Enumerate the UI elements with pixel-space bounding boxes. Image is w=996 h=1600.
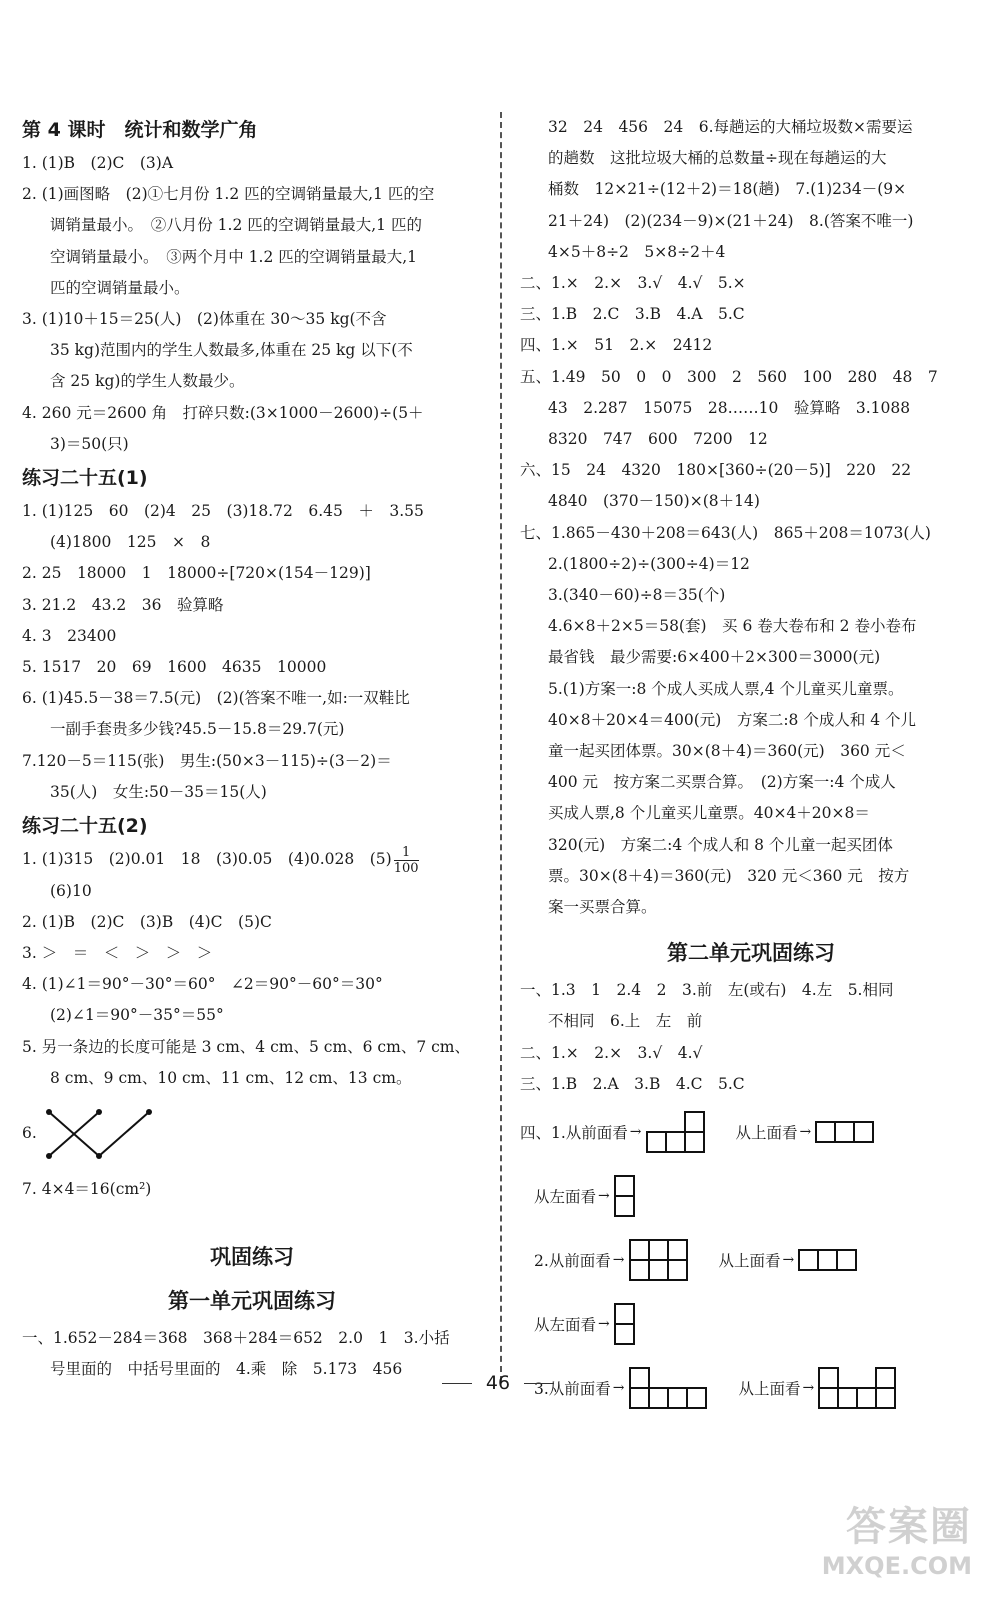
answer-line: 4. 3 23400 — [22, 626, 117, 645]
arrow-icon: → — [782, 1252, 795, 1269]
answer-continuation: 不相同 6.上 左 前 — [548, 1012, 703, 1031]
section-title: 第二单元巩固练习 — [667, 941, 835, 966]
front-view-shape — [629, 1238, 689, 1282]
answer-continuation: (6)10 — [50, 881, 92, 900]
answer-continuation: 21＋24) (2)(234－9)×(21＋24) 8.(答案不唯一) — [548, 211, 914, 230]
answer-continuation: 32 24 456 24 6.每趟运的大桶垃圾数×需要运 — [548, 118, 913, 136]
answer-line: 二、1.× 2.× 3.√ 4.√ 5.× — [520, 274, 746, 293]
answer-continuation: (4)1800 125 × 8 — [50, 533, 211, 552]
view-row — [520, 1164, 982, 1228]
answer-line: 2. 25 18000 1 18000÷[720×(154－129)] — [22, 564, 371, 583]
answer-continuation: 匹的空调销量最小。 — [50, 278, 190, 297]
answer-line: 1. (1)125 60 (2)4 25 (3)18.72 6.45 ＋ 3.55 — [22, 502, 424, 521]
answer-line: 4. 260 元＝2600 角 打碎只数:(3×1000－2600)÷(5＋ — [22, 403, 424, 422]
watermark — [822, 1495, 972, 1580]
answer-line: 7.120－5＝115(张) 男生:(50×3－115)÷(3－2)＝ — [22, 751, 392, 770]
answer-continuation: 票。30×(8＋4)＝360(元) 320 元＜360 元 按方 — [548, 866, 910, 885]
answer-continuation: 3.(340－60)÷8＝35(个) — [548, 586, 726, 605]
answer-continuation: 43 2.287 15075 28……10 验算略 3.1088 — [548, 398, 911, 417]
answer-continuation: 2.(1800÷2)÷(300÷4)＝12 — [548, 554, 750, 573]
page-number — [0, 1372, 996, 1397]
answer-line: 1. (1)B (2)C (3)A — [22, 154, 174, 172]
column-divider — [500, 112, 502, 1382]
answer-line: 5. 另一条边的长度可能是 3 cm、4 cm、5 cm、6 cm、7 cm、 — [22, 1037, 470, 1056]
arrow-icon: → — [802, 1380, 815, 1397]
answer-continuation: 案一买票合算。 — [548, 898, 657, 917]
answer-continuation: 4840 (370－150)×(8＋14) — [548, 492, 760, 511]
view-row — [520, 1228, 982, 1292]
answer-continuation: 最省钱 最少需要:6×400＋2×300＝3000(元) — [548, 648, 881, 667]
top-view-shape — [798, 1248, 858, 1272]
front-view-shape — [646, 1110, 706, 1154]
fraction-denominator: 100 — [393, 860, 419, 876]
section-heading: 练习二十五(1) — [22, 467, 148, 490]
answer-line: 2. (1)画图略 (2)①七月份 1.2 匹的空调销量最大,1 匹的空 — [22, 185, 435, 204]
answer-continuation: 35(人) 女生:50－35＝15(人) — [50, 782, 267, 801]
answer-continuation: 8 cm、9 cm、10 cm、11 cm、12 cm、13 cm。 — [50, 1068, 412, 1087]
answer-line: 3. (1)10＋15＝25(人) (2)体重在 30～35 kg(不含 — [22, 310, 387, 329]
arrow-icon: → — [612, 1252, 625, 1269]
section-title: 巩固练习 — [210, 1245, 294, 1270]
answer-continuation: 号里面的 中括号里面的 4.乘 除 5.173 456 — [50, 1360, 403, 1379]
view-label: 从左面看 — [534, 1316, 597, 1335]
view-row — [520, 1292, 982, 1356]
answer-continuation: 含 25 kg)的学生人数最少。 — [50, 372, 245, 391]
section-heading: 练习二十五(2) — [22, 815, 148, 838]
answer-text: 1. (1)315 (2)0.01 18 (3)0.05 (4)0.028 (5) — [22, 850, 392, 869]
answer-line: 5. 1517 20 69 1600 4635 10000 — [22, 658, 327, 677]
answer-line: 4. (1)∠1＝90°－30°＝60° ∠2＝90°－60°＝30° — [22, 975, 383, 994]
left-answers-part-b — [22, 876, 482, 1094]
top-view-shape — [815, 1120, 875, 1144]
answer-line: 3. ＞ ＝ ＜ ＞ ＞ ＞ — [22, 943, 213, 962]
answer-continuation: 3)＝50(只) — [50, 434, 129, 453]
view-row — [520, 1100, 982, 1164]
arrow-icon: → — [629, 1124, 642, 1141]
answer-continuation: 买成人票,8 个儿童买儿童票。40×4＋20×8＝ — [548, 804, 870, 823]
answer-continuation: 5.(1)方案一:8 个成人买成人票,4 个儿童买儿童票。 — [548, 679, 904, 698]
answer-continuation: 35 kg)范围内的学生人数最多,体重在 25 kg 以下(不 — [50, 341, 413, 360]
answer-label: 6. — [22, 1124, 37, 1143]
arrow-icon: → — [598, 1316, 610, 1333]
arrow-icon: → — [598, 1188, 610, 1205]
answer-continuation: 8320 747 600 7200 12 — [548, 430, 768, 449]
watermark-url: MXQE.COM — [821, 1552, 972, 1580]
answer-line: 六、15 24 4320 180×[360÷(20－5)] 220 22 — [520, 461, 912, 480]
answer-line: 五、1.49 50 0 0 300 2 560 100 280 48 7 — [520, 367, 938, 386]
answer-continuation: 空调销量最小。 ③两个月中 1.2 匹的空调销量最大,1 — [50, 247, 418, 266]
answer-line: 一、1.652－284＝368 368＋284＝652 2.0 1 3.小括 — [22, 1329, 450, 1348]
answer-continuation: 一副手套贵多少钱?45.5－15.8＝29.7(元) — [50, 720, 345, 739]
answer-continuation: 的趟数 这批垃圾大桶的总数量÷现在每趟运的大 — [548, 149, 887, 168]
crossed-lines-figure — [43, 1106, 153, 1162]
left-answers-part-a — [22, 112, 482, 844]
right-answers-part-b — [520, 975, 982, 1100]
page-number-text: 46 — [485, 1372, 511, 1394]
right-column — [520, 112, 982, 1420]
answer-continuation: 4×5＋8÷2 5×8÷2＋4 — [548, 242, 726, 261]
section-heading: 第 4 课时 统计和数学广角 — [22, 119, 258, 141]
answer-continuation: 调销量最小。 ②八月份 1.2 匹的空调销量最大,1 匹的 — [50, 216, 422, 235]
left-view-shape — [614, 1302, 636, 1346]
answer-line: 四、1.× 51 2.× 2412 — [520, 336, 713, 355]
answer-line: 2. (1)B (2)C (3)B (4)C (5)C — [22, 912, 272, 931]
fraction-numerator: 1 — [394, 845, 419, 861]
answer-line: 七、1.865－430＋208＝643(人) 865＋208＝1073(人) — [520, 523, 931, 542]
answer-continuation: 4.6×8＋2×5＝58(套) 买 6 卷大卷布和 2 卷小卷布 — [548, 617, 917, 636]
answer-line: 三、1.B 2.C 3.B 4.A 5.C — [520, 305, 745, 324]
answer-continuation: (2)∠1＝90°－35°＝55° — [50, 1006, 224, 1025]
answer-continuation: 桶数 12×21÷(12＋2)＝18(趟) 7.(1)234－(9× — [548, 180, 907, 199]
answer-line: 一、1.3 1 2.4 2 3.前 左(或右) 4.左 5.相同 — [520, 981, 894, 1000]
view-label: 四、1.从前面看 — [520, 1124, 628, 1143]
view-label: 从上面看 — [735, 1124, 798, 1143]
right-answers-part-a — [520, 112, 982, 923]
arrow-icon: → — [799, 1124, 812, 1141]
answer-continuation: 320(元) 方案二:4 个成人和 8 个儿童一起买团体 — [548, 835, 893, 854]
view-label: 从上面看 — [718, 1252, 781, 1271]
left-view-shape — [614, 1174, 636, 1218]
view-label: 3.从前面看 — [534, 1380, 611, 1399]
section-title: 第一单元巩固练习 — [168, 1289, 336, 1314]
answer-continuation: 400 元 按方案二买票合算。 (2)方案一:4 个成人 — [548, 773, 896, 792]
answer-line: 3. 21.2 43.2 36 验算略 — [22, 595, 224, 614]
answer-line — [22, 844, 482, 876]
fraction — [394, 845, 419, 876]
view-label: 从左面看 — [534, 1188, 597, 1207]
view-label: 2.从前面看 — [534, 1252, 611, 1271]
watermark-text: 答案圈 — [846, 1504, 972, 1550]
arrow-icon: → — [612, 1380, 625, 1397]
answer-continuation: 40×8＋20×4＝400(元) 方案二:8 个成人和 4 个儿 — [548, 710, 917, 729]
left-column — [22, 112, 482, 1386]
answer-line-q6 — [22, 1094, 482, 1174]
answer-line: 6. (1)45.5－38＝7.5(元) (2)(答案不唯一,如:一双鞋比 — [22, 689, 410, 708]
answer-line-q7: 7. 4×4＝16(cm²) — [22, 1179, 152, 1198]
view-label: 从上面看 — [738, 1380, 801, 1399]
answer-line: 二、1.× 2.× 3.√ 4.√ — [520, 1043, 703, 1062]
answer-line: 三、1.B 2.A 3.B 4.C 5.C — [520, 1074, 745, 1093]
answer-continuation: 童一起买团体票。30×(8＋4)＝360(元) 360 元＜ — [548, 742, 906, 761]
